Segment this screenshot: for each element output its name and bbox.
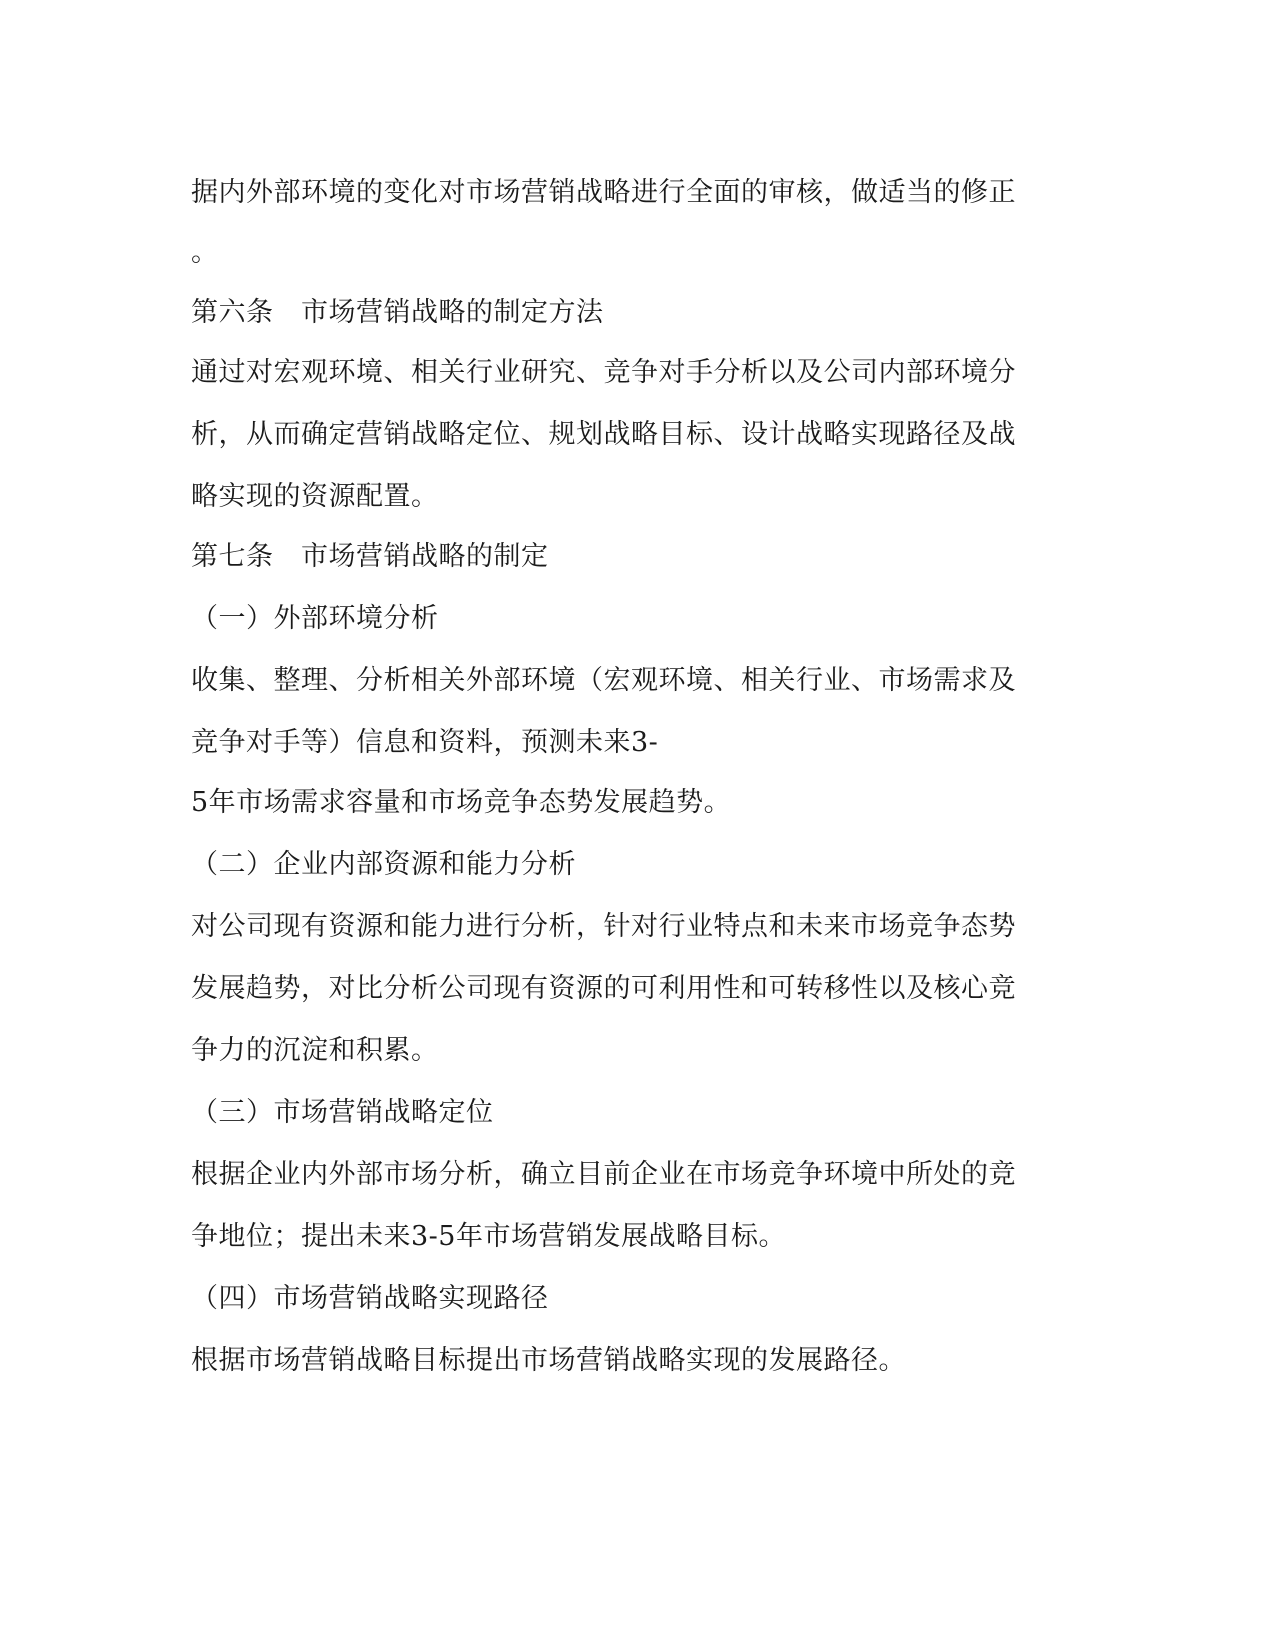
paragraph-line: 根据企业内外部市场分析，确立目前企业在市场竞争环境中所处的竞 (191, 1159, 1016, 1190)
paragraph-line: 争力的沉淀和积累。 (191, 1035, 439, 1066)
paragraph-line: 据内外部环境的变化对市场营销战略进行全面的审核，做适当的修正 (191, 177, 1016, 208)
paragraph-line: 竞争对手等）信息和资料，预测未来3- (191, 727, 659, 758)
paragraph-line: 通过对宏观环境、相关行业研究、竞争对手分析以及公司内部环境分 (191, 357, 1016, 388)
paragraph-line: 争地位；提出未来3-5年市场营销发展战略目标。 (191, 1221, 786, 1252)
paragraph-line: 。 (191, 237, 219, 268)
section-heading: （二）企业内部资源和能力分析 (191, 849, 576, 880)
paragraph-line: 发展趋势，对比分析公司现有资源的可利用性和可转移性以及核心竞 (191, 973, 1016, 1004)
paragraph-line: 5年市场需求容量和市场竞争态势发展趋势。 (191, 787, 732, 818)
paragraph-line: 根据市场营销战略目标提出市场营销战略实现的发展路径。 (191, 1345, 906, 1376)
section-heading: （四）市场营销战略实现路径 (191, 1283, 549, 1314)
paragraph-line: 析，从而确定营销战略定位、规划战略目标、设计战略实现路径及战 (191, 419, 1016, 450)
section-heading: （一）外部环境分析 (191, 603, 439, 634)
paragraph-line: 对公司现有资源和能力进行分析，针对行业特点和未来市场竞争态势 (191, 911, 1016, 942)
paragraph-line: 收集、整理、分析相关外部环境（宏观环境、相关行业、市场需求及 (191, 665, 1016, 696)
paragraph-line: 略实现的资源配置。 (191, 481, 439, 512)
section-heading: （三）市场营销战略定位 (191, 1097, 494, 1128)
article-heading: 第六条 市场营销战略的制定方法 (191, 297, 604, 328)
article-heading: 第七条 市场营销战略的制定 (191, 541, 549, 572)
